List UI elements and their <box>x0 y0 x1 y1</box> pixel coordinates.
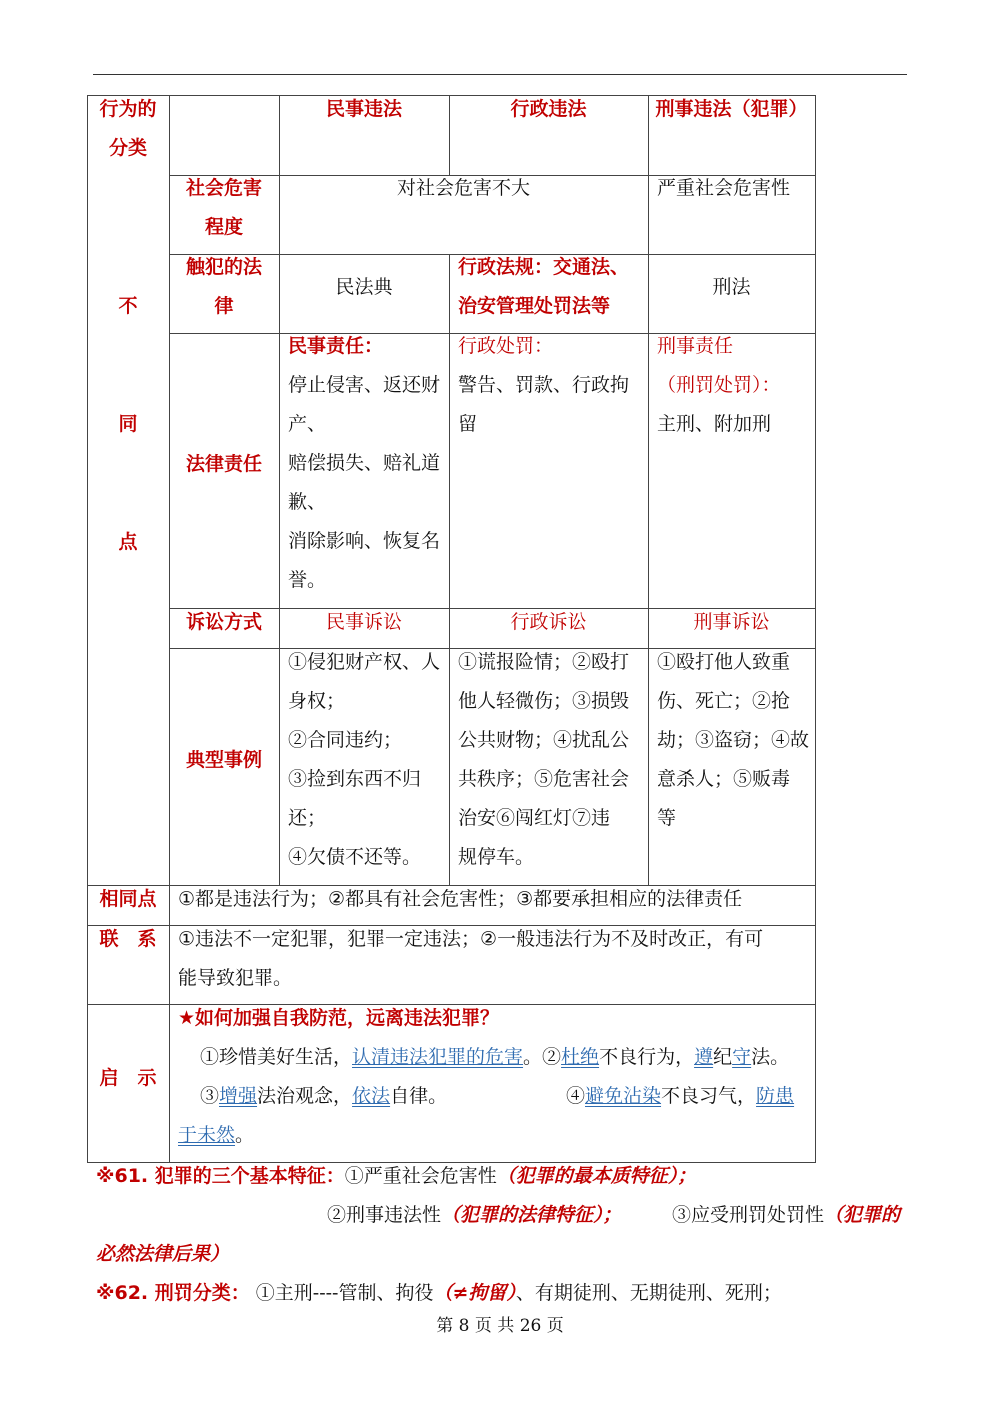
item-61-line2b: ③应受刑罚处罚性（犯罪的 <box>672 1204 901 1226</box>
text-line: 等 <box>657 807 677 829</box>
text-line: 歉、 <box>288 491 327 513</box>
text-line: 治安⑥闯红灯⑦违 <box>458 807 611 829</box>
header-classification <box>87 90 169 168</box>
page-number: 第 8 页 共 26 页 <box>436 1316 564 1336</box>
text-line: 意杀人；⑤贩毒 <box>657 768 791 790</box>
text-line: ①殴打他人致重 <box>657 651 791 673</box>
header-rule <box>93 74 907 75</box>
text-line: 点 <box>118 531 138 553</box>
text-line: 消除影响、恢复名 <box>288 530 441 552</box>
insight-point-2-3: ③增强法治观念，依法自律。 ④避免沾染不良习气，防患 <box>178 1077 815 1116</box>
text-line: 行政法规：交通法、 <box>458 256 630 278</box>
harm-civil-admin: 对社会危害不大 <box>396 177 530 199</box>
examples-civil <box>279 643 449 877</box>
law-criminal: 刑法 <box>712 276 751 298</box>
criminal-liability-items <box>657 405 815 444</box>
liability-label: 法律责任 <box>185 453 262 475</box>
text-line: 产、 <box>288 413 327 435</box>
insight-point-1: ①珍惜美好生活，认清违法犯罪的危害。②杜绝不良行为，遵纪守法。 <box>200 1046 790 1068</box>
text-line: ③捡到东西不归 <box>288 768 422 790</box>
text-line: 公共财物；④扰乱公 <box>458 729 630 751</box>
text-line: ④欠债不还等。 <box>288 846 422 868</box>
text-line: 还； <box>288 807 327 829</box>
text-line: 共秩序；⑤危害社会 <box>458 768 630 790</box>
same-text: ①都是违法行为；②都具有社会危害性；③都要承担相应的法律责任 <box>178 888 743 910</box>
text-line: 赔偿损失、赔礼道 <box>288 452 441 474</box>
examples-admin <box>449 643 648 877</box>
litigation-label: 诉讼方式 <box>185 611 262 633</box>
text-line: （刑罚处罚）： <box>657 374 781 396</box>
civil-liability-title: 民事责任： <box>288 335 384 357</box>
relation-label: 联 系 <box>99 928 157 950</box>
litigation-criminal: 刑事诉讼 <box>693 611 770 633</box>
text-line: 律 <box>214 295 234 317</box>
text-line: 触犯的法 <box>185 256 262 278</box>
item-62: ※62. 刑罚分类： ①主刑----管制、拘役（≠拘留）、有期徒刑、无期徒刑、死刑； <box>96 1282 782 1304</box>
text-line: 主刑、附加刑 <box>657 413 772 435</box>
text-line: 能导致犯罪。 <box>178 967 293 989</box>
admin-penalty-title: 行政处罚： <box>458 335 554 357</box>
civil-liability-items <box>288 366 449 600</box>
header-criminal: 刑事违法（犯罪） <box>655 98 808 120</box>
criminal-liability-title <box>657 327 815 405</box>
text-line: 社会危害 <box>185 177 262 199</box>
harm-criminal: 严重社会危害性 <box>657 177 791 199</box>
header-admin: 行政违法 <box>510 98 587 120</box>
text-line: 誉。 <box>288 569 327 591</box>
text-line: 警告、罚款、行政拘 <box>458 374 630 396</box>
text-line: ①侵犯财产权、人 <box>288 651 441 673</box>
litigation-admin: 行政诉讼 <box>510 611 587 633</box>
text-line: 同 <box>118 413 138 435</box>
item-61-line3: 必然法律后果） <box>96 1243 230 1265</box>
text-line: 伤、死亡；②抢 <box>657 690 791 712</box>
insight-point-4: ④避免沾染不良习气，防患 <box>566 1085 795 1107</box>
text-line: ①谎报险情；②殴打 <box>458 651 630 673</box>
text-line: 他人轻微伤；③损毁 <box>458 690 630 712</box>
insight-point-4-cont: 于未然。 <box>178 1124 255 1146</box>
insight-label: 启 示 <box>99 1067 157 1089</box>
text-line: 停止侵害、返还财 <box>288 374 441 396</box>
examples-label: 典型事例 <box>185 749 262 771</box>
law-civil: 民法典 <box>335 276 393 298</box>
text-line: 留 <box>458 413 478 435</box>
table-border <box>815 95 816 1163</box>
header-civil: 民事违法 <box>325 98 402 120</box>
insight-question: ★如何加强自我防范，远离违法犯罪？ <box>178 1007 500 1029</box>
item-61-line2: ②刑事违法性（犯罪的法律特征）； <box>327 1204 622 1226</box>
text-line: 行为的 <box>99 98 157 120</box>
text-line: ②合同违约； <box>288 729 403 751</box>
text-line: 治安管理处罚法等 <box>458 295 611 317</box>
same-label: 相同点 <box>99 888 157 910</box>
text-line: 程度 <box>204 216 243 238</box>
item-61-line1: ※61. 犯罪的三个基本特征：①严重社会危害性（犯罪的最本质特征）； <box>96 1165 697 1187</box>
text-line: 分类 <box>108 137 147 159</box>
text-line: 身权； <box>288 690 346 712</box>
litigation-civil: 民事诉讼 <box>325 611 402 633</box>
text-line: 不 <box>118 295 138 317</box>
text-line: 刑事责任 <box>657 335 734 357</box>
text-line: ①违法不一定犯罪，犯罪一定违法；②一般违法行为不及时改正，有可 <box>178 928 764 950</box>
text-line: 规停车。 <box>458 846 535 868</box>
law-admin <box>449 248 648 326</box>
examples-criminal <box>648 643 815 838</box>
admin-penalty-items <box>458 366 648 444</box>
text-line: 劫；③盗窃；④故 <box>657 729 810 751</box>
law-label <box>169 248 279 326</box>
harm-label <box>169 169 279 247</box>
relation-text <box>169 920 815 998</box>
differences-label <box>87 247 169 601</box>
